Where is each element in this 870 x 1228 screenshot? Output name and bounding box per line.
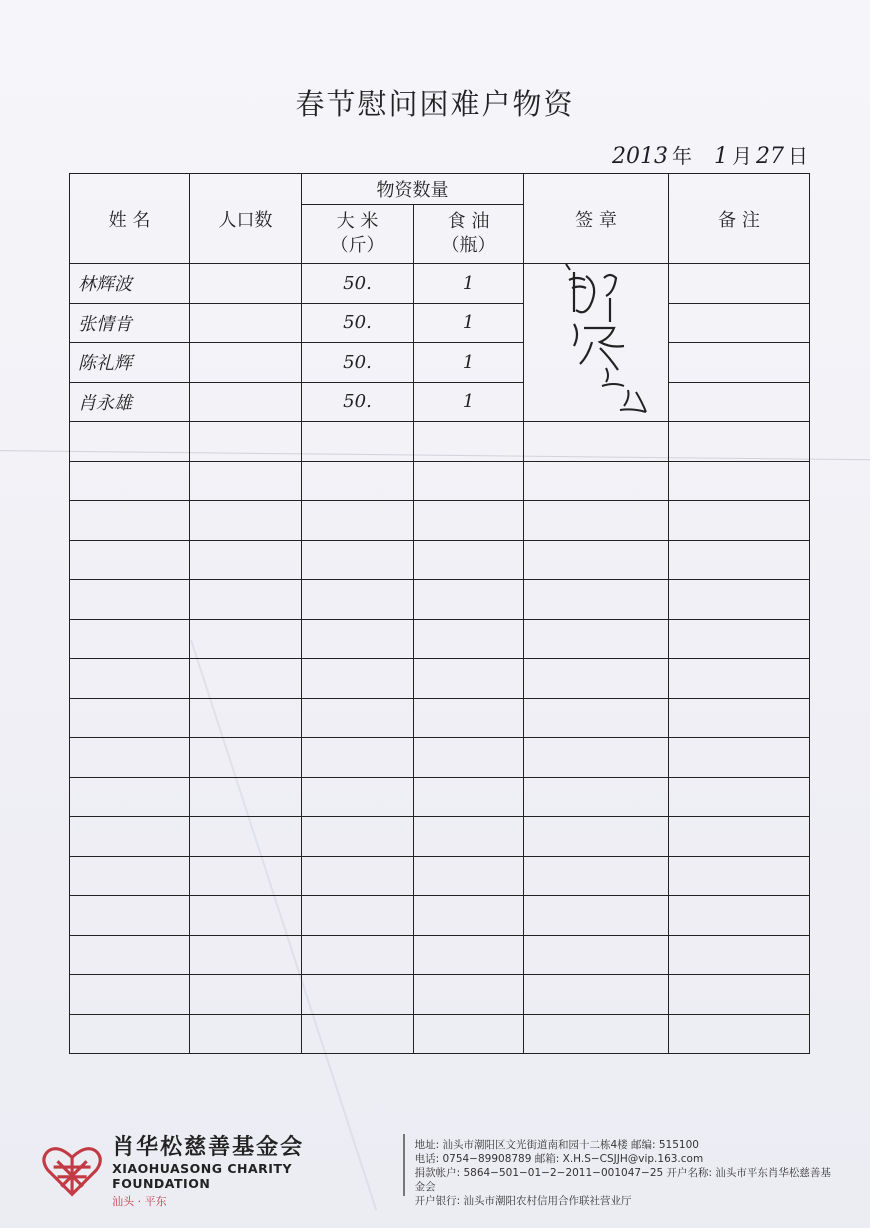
table-row [70,382,810,422]
empty-cell [70,738,190,778]
header-rice [302,205,414,264]
row-remarks [669,343,810,383]
empty-cell [524,738,669,778]
empty-cell [669,935,810,975]
empty-cell [414,659,524,699]
header-oil-unit: （瓶） [441,235,496,256]
empty-cell [414,738,524,778]
empty-cell [524,461,669,501]
empty-cell [70,935,190,975]
empty-cell [414,1014,524,1054]
row-oil: 1 [414,382,524,422]
empty-cell [524,580,669,620]
empty-cell [414,540,524,580]
empty-cell [70,659,190,699]
row-remarks [669,264,810,304]
row-name: 林辉波 [70,264,190,304]
empty-table-row [70,896,810,936]
row-oil: 1 [414,303,524,343]
foundation-contact-info [415,1130,840,1208]
empty-cell [302,501,414,541]
empty-cell [524,1014,669,1054]
empty-cell [669,856,810,896]
row-oil: 1 [414,343,524,383]
empty-cell [190,975,302,1015]
empty-cell [669,698,810,738]
empty-cell [190,422,302,462]
footer-address: 地址: 汕头市潮阳区文光街道南和园十二栋4楼 邮编: 515100 [414,1139,699,1151]
empty-cell [190,817,302,857]
header-rice-unit: （斤） [330,235,385,256]
empty-cell [302,659,414,699]
row-rice: 50. [302,343,414,383]
empty-cell [70,580,190,620]
empty-cell [669,619,810,659]
empty-cell [190,619,302,659]
date-year: 2013 [612,144,668,169]
empty-cell [70,422,190,462]
empty-cell [414,422,524,462]
empty-cell [414,777,524,817]
empty-cell [70,698,190,738]
empty-cell [190,856,302,896]
empty-cell [302,461,414,501]
footer-account: 捐款帐户: 5864−501−01−2−2011−001047−25 开户名称: 汕头市平东肖华松慈善基金会 [414,1167,831,1193]
empty-cell [414,619,524,659]
empty-cell [190,777,302,817]
empty-cell [190,580,302,620]
date-year-label: 年 [672,144,692,168]
footer-bank: 开户银行: 汕头市潮阳农村信用合作联社营业厅 [414,1195,632,1207]
table-row [70,303,810,343]
empty-cell [414,698,524,738]
empty-cell [190,501,302,541]
empty-cell [190,461,302,501]
row-population [190,264,302,304]
date-month: 1 [714,144,728,169]
signature-cell [524,264,669,422]
empty-cell [70,501,190,541]
empty-cell [524,975,669,1015]
table-row [70,264,810,304]
header-name: 姓 名 [70,174,190,264]
empty-cell [70,461,190,501]
empty-cell [669,1014,810,1054]
empty-cell [669,975,810,1015]
header-rice-label: 大 米 [336,211,379,232]
empty-table-row [70,580,810,620]
empty-cell [302,896,414,936]
empty-cell [302,540,414,580]
empty-cell [190,738,302,778]
empty-cell [70,619,190,659]
foundation-location: 汕头 · 平东 [112,1195,167,1208]
empty-cell [70,817,190,857]
empty-cell [302,580,414,620]
empty-cell [190,896,302,936]
header-signature: 签 章 [524,174,669,264]
empty-table-row [70,422,810,462]
empty-cell [302,975,414,1015]
empty-cell [669,738,810,778]
empty-table-row [70,1014,810,1054]
empty-cell [190,935,302,975]
empty-table-row [70,540,810,580]
empty-cell [302,698,414,738]
empty-cell [669,659,810,699]
empty-cell [669,817,810,857]
empty-cell [414,461,524,501]
header-oil-label: 食 油 [447,211,490,232]
empty-cell [524,856,669,896]
empty-table-row [70,935,810,975]
empty-cell [414,896,524,936]
empty-cell [302,619,414,659]
table-row [70,343,810,383]
empty-cell [302,817,414,857]
header-population: 人口数 [190,174,302,264]
row-population [190,343,302,383]
footer-phone: 电话: 0754−89908789 邮箱: X.H.S−CSJJH@vip.163.com [414,1153,704,1165]
empty-cell [302,777,414,817]
empty-cell [669,501,810,541]
date-day: 27 [756,144,784,169]
heart-knot-logo-icon [40,1137,104,1203]
foundation-footer [40,1130,840,1208]
date-line [612,140,808,169]
empty-cell [524,777,669,817]
row-oil: 1 [414,264,524,304]
empty-cell [302,856,414,896]
foundation-name-cn: 肖华松慈善基金会 [112,1135,305,1160]
empty-cell [669,422,810,462]
empty-cell [70,896,190,936]
empty-cell [70,1014,190,1054]
row-rice: 50. [302,264,414,304]
empty-cell [190,1014,302,1054]
document-title: 春节慰问困难户物资 [295,87,575,121]
empty-cell [414,580,524,620]
row-rice: 50. [302,303,414,343]
empty-cell [414,975,524,1015]
empty-table-row [70,619,810,659]
empty-table-row [70,738,810,778]
foundation-name-en: XIAOHUASONG CHARITY FOUNDATION [112,1161,293,1191]
foundation-name-block [112,1130,387,1209]
empty-table-row [70,777,810,817]
relief-form-table [69,173,810,1054]
empty-cell [414,501,524,541]
header-materials: 物资数量 [302,174,524,205]
empty-cell [524,935,669,975]
header-remarks: 备 注 [669,174,810,264]
date-day-label: 日 [788,144,808,168]
empty-cell [524,501,669,541]
row-name: 陈礼辉 [70,343,190,383]
row-population [190,303,302,343]
empty-cell [70,540,190,580]
empty-cell [524,896,669,936]
empty-cell [414,856,524,896]
empty-cell [302,738,414,778]
empty-table-row [70,975,810,1015]
empty-table-row [70,698,810,738]
empty-cell [302,935,414,975]
empty-table-row [70,501,810,541]
empty-table-row [70,659,810,699]
row-remarks [669,382,810,422]
empty-table-row [70,461,810,501]
row-name: 肖永雄 [70,382,190,422]
empty-cell [190,698,302,738]
empty-cell [70,856,190,896]
empty-cell [414,935,524,975]
empty-cell [524,619,669,659]
row-population [190,382,302,422]
row-remarks [669,303,810,343]
empty-cell [414,817,524,857]
empty-cell [70,975,190,1015]
empty-table-row [70,817,810,857]
footer-divider [403,1134,404,1196]
empty-cell [302,422,414,462]
empty-cell [524,659,669,699]
empty-cell [190,659,302,699]
empty-cell [669,580,810,620]
foundation-logo [40,1130,387,1209]
empty-cell [302,1014,414,1054]
header-oil [414,205,524,264]
empty-cell [669,896,810,936]
empty-cell [190,540,302,580]
empty-cell [669,777,810,817]
row-rice: 50. [302,382,414,422]
handwritten-signature-icon [544,258,654,428]
empty-cell [70,777,190,817]
date-month-label: 月 [732,144,752,168]
empty-cell [669,540,810,580]
empty-cell [669,461,810,501]
row-name: 张情肯 [70,303,190,343]
empty-cell [524,817,669,857]
empty-table-row [70,856,810,896]
empty-cell [524,540,669,580]
empty-cell [524,698,669,738]
